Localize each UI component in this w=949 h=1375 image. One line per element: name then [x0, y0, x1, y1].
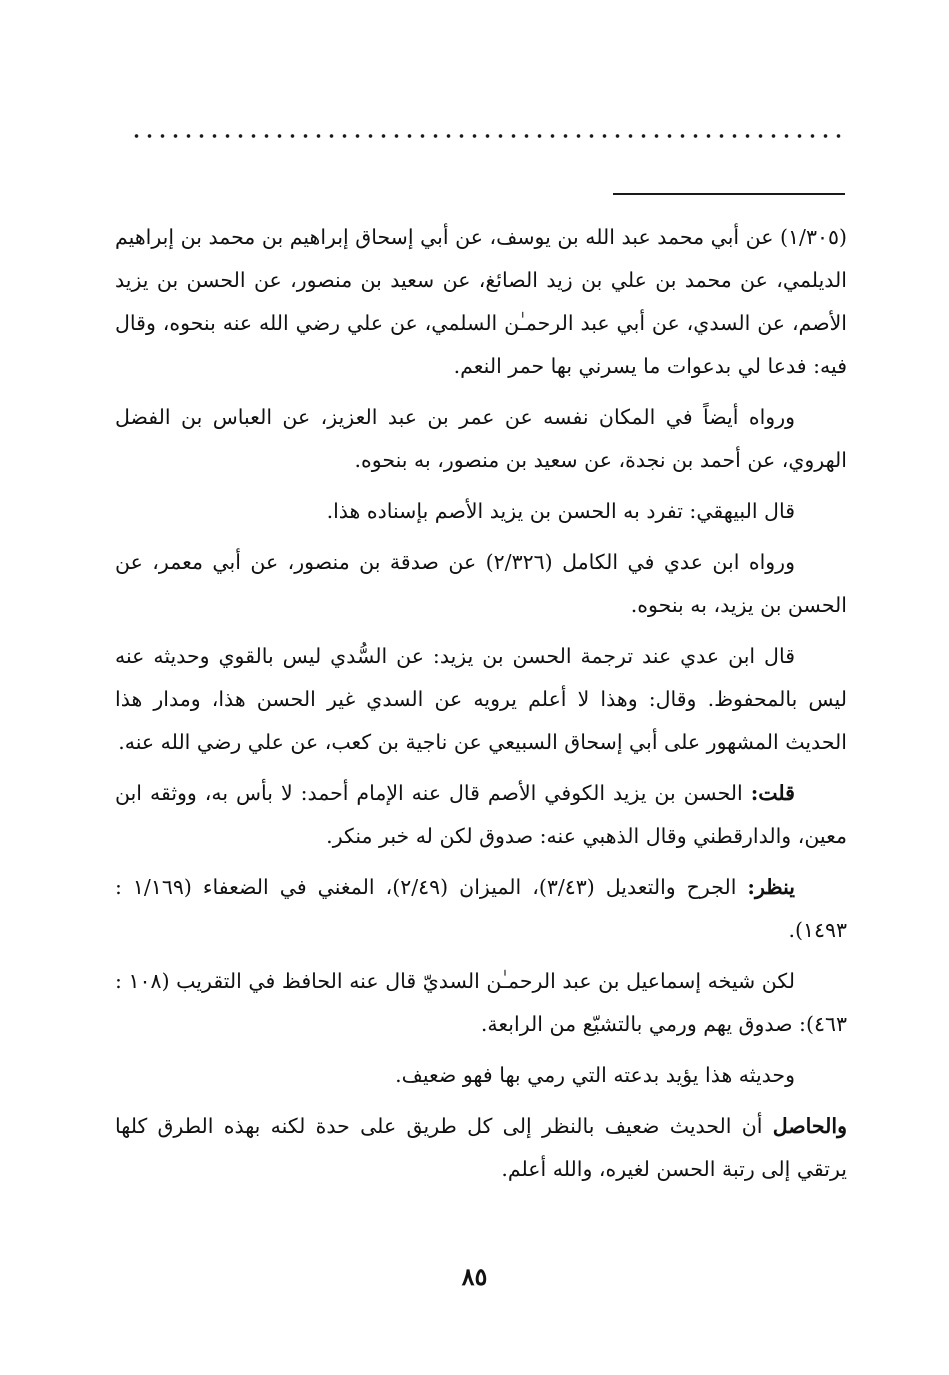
paragraph-5: قال ابن عدي عند ترجمة الحسن بن يزيد: عن السُّدي ليس بالقوي وحديثه عنه ليس بالمحفوظ. وقال: وهذا لا أعلم يرويه عن السدي غير الحسن هذا، ومدار هذا الحديث المشهور على أبي إسحاق السبيعي عن ناجية بن كعب، عن علي رضي الله عنه.: [115, 644, 847, 754]
paragraph-10: والحاصل أن الحديث ضعيف بالنظر إلى كل طريق على حدة لكنه بهذه الطرق كلها يرتقي إلى رتبة الحسن لغيره، والله أعلم.: [115, 1114, 847, 1181]
footnote-text: [115, 216, 847, 1199]
paragraph-9: وحديثه هذا يؤيد بدعته التي رمي بها فهو ضعيف.: [395, 1063, 795, 1087]
dotted-separator: [130, 134, 845, 138]
paragraph-1: (١/٣٠٥) عن أبي محمد عبد الله بن يوسف، عن أبي إسحاق إبراهيم بن محمد بن إبراهيم الديلمي، عن محمد بن علي بن زيد الصائغ، عن سعيد بن منصور، عن الحسن بن يزيد الأصم، عن السدي، عن أبي عبد الرحمـٰن السلمي، عن علي رضي الله عنه بنحوه، وقال فيه: فدعا لي بدعوات ما يسرني بها حمر النعم.: [115, 225, 847, 378]
paragraph-4: ورواه ابن عدي في الكامل (٢/٣٢٦) عن صدقة بن منصور، عن أبي معمر، عن الحسن بن يزيد، به بنحوه.: [115, 550, 847, 617]
paragraph-8: لكن شيخه إسماعيل بن عبد الرحمـٰن السديّ قال عنه الحافظ في التقريب (١٠٨ : ٤٦٣): صدوق يهم ورمي بالتشيّع من الرابعة.: [115, 969, 847, 1036]
paragraph-3: قال البيهقي: تفرد به الحسن بن يزيد الأصم بإسناده هذا.: [326, 499, 795, 523]
page-number: ٨٥: [461, 1262, 488, 1291]
paragraph-7: ينظر: الجرح والتعديل (٣/٤٣)، الميزان (٢/٤٩)، المغني في الضعفاء (١/١٦٩ : ١٤٩٣).: [115, 875, 847, 942]
footnote-rule: [613, 193, 845, 195]
paragraph-6: قلت: الحسن بن يزيد الكوفي الأصم قال عنه الإمام أحمد: لا بأس به، ووثقه ابن معين، والدارقطني وقال الذهبي عنه: صدوق لكن له خبر منكر.: [115, 781, 847, 848]
paragraph-2: ورواه أيضاً في المكان نفسه عن عمر بن عبد العزيز، عن العباس بن الفضل الهروي، عن أحمد بن نجدة، عن سعيد بن منصور، به بنحوه.: [115, 405, 847, 472]
